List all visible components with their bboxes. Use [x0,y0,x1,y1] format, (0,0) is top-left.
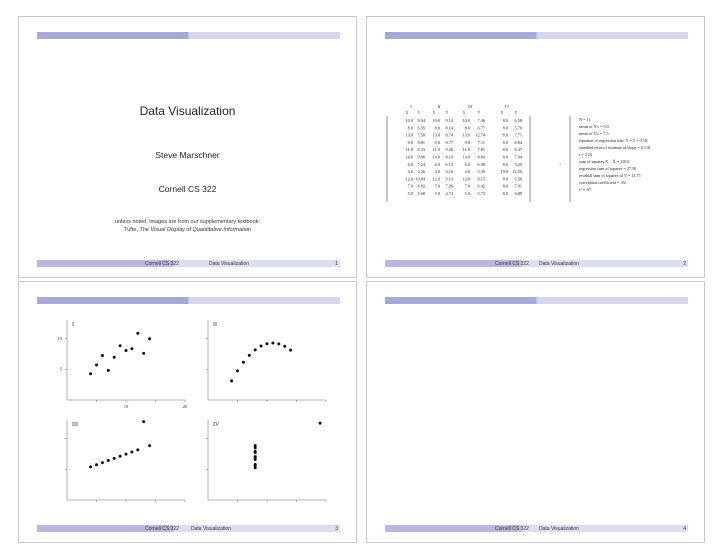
table-cell: 6.77 [477,125,485,131]
table-cell: 4.74 [445,191,453,196]
scatter-point [125,349,128,352]
slide-header-bar [385,32,688,39]
scatter-point [125,453,128,456]
table-group-label: II [437,104,441,109]
table-column-header: X [405,111,409,115]
panel-label: IV [213,422,220,428]
table-cell: 8.0 [502,118,508,123]
panel-label: III [72,422,78,428]
scatter-point [236,369,239,372]
table-cell: 8.0 [502,161,508,167]
anscombe-quartet-plots [19,312,356,512]
footer-course: Cornell CS 322 [145,261,179,267]
stats-line: mean of X's = 9.0 [579,124,609,129]
scatter-point [266,342,269,345]
scatter-point [130,347,133,350]
table-cell: 14.0 [405,154,413,160]
table-column-header: Y [417,111,421,115]
x-tick-label: 10 [123,404,129,409]
table-cell: 8.33 [417,147,425,153]
scatter-point [95,463,98,466]
table-cell: 6.0 [434,161,440,167]
scatter-point [113,457,116,460]
table-cell: 9.96 [417,154,425,160]
scatter-point [113,356,116,359]
scatter-point [101,354,104,357]
table-column-header: X [432,111,436,115]
scatter-point [283,345,286,348]
scatter-point [289,349,292,352]
table-column-header: X [462,111,466,115]
scatter-point [254,348,257,351]
table-cell: 10.0 [462,118,470,123]
table-cell: 5.0 [464,191,470,196]
table-cell: 14.0 [462,154,470,160]
table-cell: 11.0 [405,147,413,153]
table-column-header: Y [477,111,481,115]
table-cell: 7.0 [407,183,413,189]
table-cell: 10.0 [405,118,413,123]
table-cell: 5.25 [514,161,522,167]
scatter-point [136,332,139,335]
scatter-point [107,459,110,462]
table-cell: 8.0 [502,191,508,196]
table-cell: 7.91 [514,183,522,189]
table-cell: 14.0 [432,154,440,160]
table-cell: 4.82 [417,183,425,189]
table-cell: 13.0 [432,132,440,138]
footer-topic: Data Visualization [209,261,249,267]
footer-course: Cornell CS 322 [145,526,179,532]
table-cell: 8.74 [445,132,453,138]
stats-line: residual sum of squares of Y = 13.75 [579,173,641,178]
scatter-point [148,444,151,447]
table-cell: 9.13 [445,176,453,182]
stats-line: equation of regression line: Y = 3 + 0.5X [579,138,648,143]
footer-course: Cornell CS 322 [495,261,529,267]
table-cell: 8.0 [502,154,508,160]
scatter-point [130,450,133,453]
table-cell: 9.0 [434,139,440,145]
slide-1 [18,16,357,278]
table-cell: 4.0 [434,169,440,175]
footer-page-number: 2 [683,261,686,267]
table-cell: 7.11 [477,139,485,145]
source-citation [19,227,356,233]
scatter-point [89,465,92,468]
table-cell: 6.89 [514,191,522,196]
table-cell: 7.0 [434,183,440,189]
slide-header-bar [37,32,340,39]
table-cell: 8.0 [407,125,413,131]
footer-course: Cornell CS 322 [495,526,529,532]
panel-label: I [72,322,74,328]
scatter-point [248,354,251,357]
table-cell: 8.10 [445,154,453,160]
table-group-label: III [468,104,472,109]
scatter-point [119,344,122,347]
table-cell: 5.0 [434,191,440,196]
table-column-header: Y [514,111,518,115]
scatter-point [148,337,151,340]
table-cell: 8.47 [514,147,522,153]
footer-topic: Data Visualization [539,526,579,532]
slide-title: Data Visualization [139,104,236,118]
table-cell: 13.0 [405,132,413,138]
table-cell: 8.0 [502,125,508,131]
scatter-point [260,345,263,348]
footer-topic: Data Visualization [191,526,231,532]
slide-header-bar [385,297,688,304]
stats-line: mean of Y's = 7.5 [579,131,609,136]
table-cell: 7.24 [417,161,425,167]
table-cell: 9.0 [407,139,413,145]
slide-footer-bar [385,525,688,532]
scatter-point [254,464,257,467]
y-tick-label: 10 [57,335,62,341]
table-cell: 8.14 [445,125,453,131]
table-cell: 8.0 [502,139,508,145]
table-cell: 6.42 [477,183,485,189]
table-cell: 12.74 [475,132,485,138]
table-cell: 4.0 [407,169,413,175]
table-cell: 7.81 [477,147,485,153]
table-group-label: IV [504,104,510,109]
table-cell: 9.0 [464,139,470,145]
x-tick-label: 20 [182,404,188,409]
table-cell: 12.0 [405,176,413,182]
scatter-point [95,364,98,367]
table-cell: 5.68 [417,191,425,196]
table-cell: 9.14 [445,118,453,123]
table-cell: 6.13 [445,161,453,167]
footer-page-number: 4 [683,526,686,532]
scatter-point [271,342,274,345]
table-cell: 5.73 [477,191,485,196]
stats-line: r² = .67 [579,187,592,192]
table-cell: 6.08 [477,161,485,167]
table-cell: 6.0 [407,161,413,167]
table-cell: 5.0 [407,191,413,196]
table-cell: 7.0 [464,183,470,189]
scatter-point [89,372,92,375]
table-cell: 4.26 [417,169,425,175]
citation-book: The Visual Display of Quantitative Information [139,227,251,233]
slide-2 [366,16,705,278]
table-cell: 8.04 [417,118,425,123]
citation-author: Tufte, [124,227,140,233]
course-name: Cornell CS 322 [158,184,217,194]
stats-line: regression sum of squares = 27.50 [579,166,637,171]
scatter-point [319,422,322,425]
scatter-point [254,456,257,459]
table-cell: 6.95 [417,125,425,131]
table-cell: 8.0 [502,183,508,189]
table-cell: 8.84 [514,139,522,145]
table-cell: 7.04 [514,154,522,160]
stats-line: correlation coefficient = .82 [579,180,626,185]
table-cell: 8.0 [502,147,508,153]
scatter-point [119,455,122,458]
arrow-icon: → [557,162,562,167]
slide-footer-bar [37,525,340,532]
panel-label: II [213,322,217,328]
table-cell: 10.84 [415,176,425,182]
table-column-header: Y [445,111,449,115]
table-cell: 8.15 [477,176,485,182]
scatter-point [107,369,110,372]
scatter-point [142,420,145,423]
stats-line: sum of squares X − X̄ = 110.0 [579,159,630,164]
table-group-label: I [410,104,412,109]
table-cell: 8.0 [502,132,508,138]
table-cell: 8.77 [445,139,453,145]
scatter-point [242,361,245,364]
footer-topic: Data Visualization [539,261,579,267]
scatter-point [101,461,104,464]
table-column-header: X [500,111,504,115]
slide-3 [18,281,357,543]
scatter-point [142,352,145,355]
source-note: unless noted, images are from our supplementary textbook: [115,219,260,225]
table-cell: 5.56 [514,176,522,182]
table-cell: 13.0 [462,132,470,138]
table-cell: 11.0 [462,147,470,153]
scatter-point [136,448,139,451]
anscombe-table [367,102,704,222]
table-cell: 5.76 [514,125,522,131]
table-cell: 8.0 [434,125,440,131]
table-cell: 8.0 [502,176,508,182]
table-cell: 19.0 [500,169,508,175]
scatter-point [230,379,233,382]
y-tick-label: 5 [59,366,62,372]
table-cell: 9.26 [445,147,453,153]
author-name: Steve Marschner [155,150,220,160]
stats-line: N = 11 [579,117,591,122]
table-cell: 8.84 [477,154,485,160]
table-cell: 8.81 [417,139,425,145]
table-cell: 6.58 [514,118,522,123]
slide-footer-bar [37,260,340,267]
scatter-point [277,342,280,345]
table-cell: 7.71 [514,132,522,138]
table-cell: 7.58 [417,132,425,138]
scatter-point [254,450,257,453]
table-cell: 10.0 [432,118,440,123]
stats-line: t = 4.24 [579,152,592,157]
table-cell: 7.26 [445,183,453,189]
table-cell: 11.0 [432,147,440,153]
table-cell: 12.50 [512,169,522,175]
table-cell: 3.10 [445,169,453,175]
table-cell: 12.0 [432,176,440,182]
slide-header-bar [37,297,340,304]
table-cell: 12.0 [462,176,470,182]
table-cell: 5.39 [477,169,485,175]
table-cell: 4.0 [464,169,470,175]
footer-page-number: 3 [335,526,338,532]
slide-4 [366,281,705,543]
slide-footer-bar [385,260,688,267]
table-cell: 7.46 [477,118,485,123]
table-cell: 6.0 [464,161,470,167]
footer-page-number: 1 [335,261,338,267]
scatter-point [254,446,257,449]
stats-line: standard error of estimate of slope = 0.118 [579,145,651,150]
table-cell: 8.0 [464,125,470,131]
